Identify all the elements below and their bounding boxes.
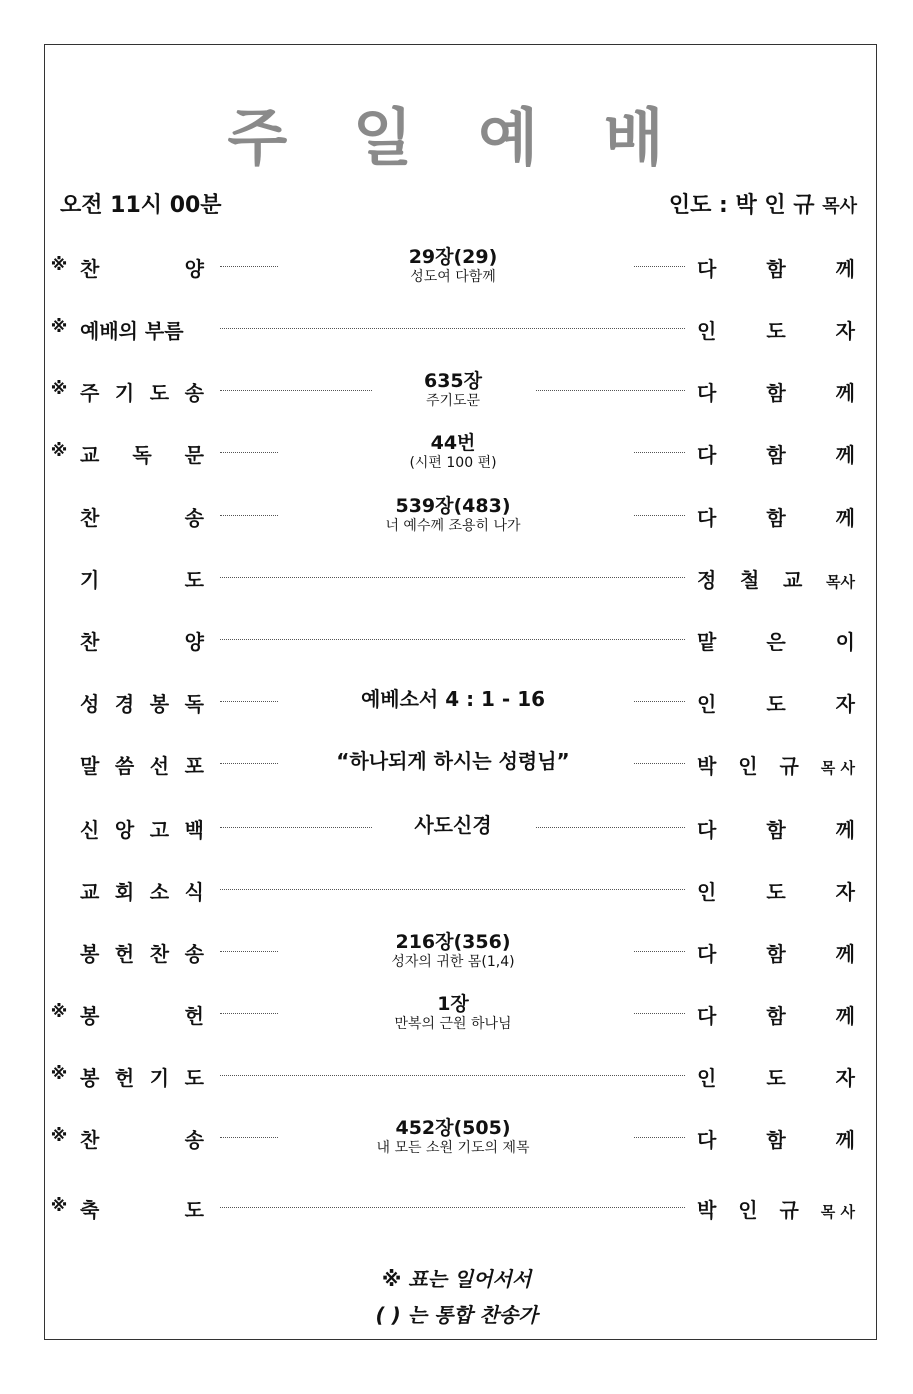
worship-item [0,988,913,1038]
item-label [80,1124,204,1153]
hymn-number: 216장(356) [395,931,511,953]
item-person-char: 도 [766,319,786,343]
hymn-title: 주기도문 [425,393,481,409]
item-label-char: 씀 [114,754,135,778]
leader-dots-left [220,515,278,516]
item-person-char: 철 [740,568,760,592]
worship-item [0,427,913,477]
item-label-char: 헌 [184,1004,204,1028]
item-label-char: 찬 [80,506,100,530]
item-label-char: 식 [184,880,204,904]
item-person-char: 인 [697,1066,717,1090]
item-content [283,246,623,286]
item-label [80,377,204,406]
worship-item [0,303,913,353]
hymn-title: 성자의 귀한 몸(1,4) [391,954,515,970]
item-person [697,439,855,468]
item-label-char: 기 [149,1066,170,1090]
worship-item [0,926,913,976]
leader-dots-right [634,951,685,952]
item-label-char: 봉 [149,692,170,716]
item-label-char: 찬 [80,630,100,654]
item-person-char: 박 [697,754,717,778]
standing-mark: ※ [50,255,68,275]
item-label [80,938,204,967]
item-person-char: 다 [697,506,717,530]
item-label [80,1194,204,1223]
hymn-number: 452장(505) [395,1117,511,1139]
leader-dots-right [634,515,685,516]
item-person [697,253,855,282]
item-person-char: 자 [835,1066,855,1090]
hymn-title: 성도여 다함께 [410,269,496,285]
item-person-char: 께 [835,942,855,966]
leader-title: 목사 [822,196,857,217]
item-person-char: 인 [738,754,758,778]
item-label-char: 포 [184,754,204,778]
item-person-char: 함 [766,1004,786,1028]
item-label-char: 헌 [114,942,135,966]
leader-dots-left [220,1137,278,1138]
footer-note-standing: ※ 표는 일어서서 [381,1267,532,1291]
standing-mark: ※ [50,1064,68,1084]
item-label-char: 기 [80,568,100,592]
item-label-char: 찬 [80,1128,100,1152]
item-person [697,876,855,905]
item-person [697,377,855,406]
leader-dots-left [220,452,278,453]
item-person-char: 함 [766,818,786,842]
item-label-char: 독 [184,692,204,716]
item-label-char: 송 [184,506,204,530]
item-label-char: 송 [184,381,204,405]
item-person-char: 께 [835,818,855,842]
hymn-title: 너 예수께 조용히 나가 [385,518,521,534]
hymn-number: 29장(29) [408,246,498,268]
item-label [80,1000,204,1029]
item-label [80,814,204,843]
item-person-char: 박 [697,1198,717,1222]
item-label-char: 도 [149,381,170,405]
leader-dots [220,1207,685,1208]
item-label-char: 고 [149,818,170,842]
leader-dots-right [634,763,685,764]
item-label-char: 독 [132,443,152,467]
item-person-char: 인 [697,319,717,343]
hymn-number: 1장 [437,993,469,1015]
item-label-char: 주 [80,381,100,405]
leader-dots-left [220,1013,278,1014]
service-time: 오전 11시 00분 [60,193,222,218]
leader-dots-right [634,452,685,453]
item-person-char: 다 [697,257,717,281]
worship-item [0,614,913,664]
item-label-char: 기 [114,381,135,405]
item-title: “하나되게 하시는 성령님” [336,749,570,773]
item-person [697,688,855,717]
worship-item [0,676,913,726]
hymn-title: 내 모든 소원 기도의 제목 [376,1140,530,1156]
item-label-char: 회 [114,880,135,904]
leader-dots-right [634,1013,685,1014]
service-leader [669,188,857,219]
item-label-char: 신 [80,818,100,842]
standing-mark: ※ [50,1126,68,1146]
item-label [80,502,204,531]
leader-dots-left [220,763,278,764]
item-person-char: 도 [766,692,786,716]
item-person-char: 규 [779,1198,799,1222]
item-content [283,993,623,1033]
item-person [697,626,855,655]
item-label-char: 찬 [80,257,100,281]
item-content [283,814,623,836]
item-person-char: 께 [835,1128,855,1152]
item-person [697,564,855,593]
item-label-char: 축 [80,1198,100,1222]
hymn-title: 만복의 근원 하나님 [394,1016,512,1032]
item-person-char: 함 [766,942,786,966]
item-person-char: 께 [835,443,855,467]
item-label-char: 헌 [114,1066,135,1090]
item-person-char: 규 [779,754,799,778]
standing-mark: ※ [50,1196,68,1216]
page-title: 주 일 예 배 [227,101,686,174]
item-person [697,1000,855,1029]
item-person-char: 은 [766,630,786,654]
item-label-char: 성 [80,692,100,716]
leader-dots [220,889,685,890]
worship-item [0,738,913,788]
worship-item [0,1050,913,1100]
item-label-char: 예배의 부름 [80,319,184,343]
item-person-char: 께 [835,506,855,530]
item-person-char: 함 [766,1128,786,1152]
item-label-char: 송 [184,1128,204,1152]
item-label [80,439,204,468]
leader-dots [220,1075,685,1076]
item-person-char: 께 [835,257,855,281]
item-label [80,750,204,779]
item-label [80,564,204,593]
item-label-char: 교 [80,443,100,467]
item-label [80,626,204,655]
worship-item [0,552,913,602]
worship-item [0,1112,913,1162]
item-label [80,253,204,282]
item-person-char: 함 [766,381,786,405]
item-label [80,315,204,344]
item-person-char: 인 [697,692,717,716]
item-person [697,1062,855,1091]
item-label-char: 봉 [80,942,100,966]
item-person-char: 자 [835,319,855,343]
leader-dots-right [634,701,685,702]
item-person [697,1194,855,1223]
item-person-title: 목 사 [820,1203,855,1221]
item-label-char: 도 [184,1066,204,1090]
item-person-char: 다 [697,381,717,405]
worship-item [0,241,913,291]
item-label-char: 앙 [114,818,135,842]
standing-mark: ※ [50,1002,68,1022]
item-person-title: 목 사 [820,759,855,777]
item-person-char: 께 [835,1004,855,1028]
item-person-char: 함 [766,257,786,281]
item-label-char: 봉 [80,1066,100,1090]
item-label-char: 찬 [149,942,170,966]
item-person-char: 이 [835,630,855,654]
item-person [697,1124,855,1153]
item-label-char: 문 [184,443,204,467]
item-person-char: 함 [766,506,786,530]
item-person-char: 인 [738,1198,758,1222]
item-person-char: 자 [835,880,855,904]
item-person-char: 다 [697,1004,717,1028]
item-person-title: 목사 [826,573,855,591]
item-label-char: 경 [114,692,135,716]
item-person [697,315,855,344]
item-label-char: 말 [80,754,100,778]
leader-dots [220,577,685,578]
footer-note-hymnal: ( ) 는 통합 찬송가 [375,1303,538,1327]
leader-name: 인도 : 박 인 규 [668,193,815,218]
item-person-char: 도 [766,880,786,904]
leader-dots [220,639,685,640]
item-person-char: 정 [697,568,717,592]
leader-dots-left [220,266,278,267]
item-content [283,1117,623,1157]
item-content [283,495,623,535]
item-person-char: 다 [697,1128,717,1152]
item-label-char: 도 [184,1198,204,1222]
item-label [80,876,204,905]
leader-dots-left [220,701,278,702]
item-content [283,931,623,971]
item-label-char: 선 [149,754,170,778]
hymn-title: (시편 100 편) [409,455,497,471]
leader-dots-left [220,951,278,952]
item-label-char: 양 [184,257,204,281]
leader-dots-right [634,1137,685,1138]
item-person-char: 자 [835,692,855,716]
hymn-number: 44번 [430,432,476,454]
worship-item [0,802,913,852]
leader-dots-right [634,266,685,267]
item-title: 사도신경 [414,813,492,837]
item-label-char: 양 [184,630,204,654]
item-content [283,370,623,410]
item-person-char: 다 [697,443,717,467]
item-person [697,814,855,843]
item-content [283,750,623,772]
hymn-number: 635장 [423,370,482,392]
item-label-char: 송 [184,942,204,966]
standing-mark: ※ [50,317,68,337]
item-person [697,938,855,967]
item-person-char: 함 [766,443,786,467]
item-label-char: 도 [184,568,204,592]
standing-mark: ※ [50,379,68,399]
worship-item [0,864,913,914]
item-content [283,432,623,472]
item-person-char: 다 [697,818,717,842]
item-person-char: 다 [697,942,717,966]
item-label [80,1062,204,1091]
item-person-char: 맡 [697,630,717,654]
item-label-char: 백 [184,818,204,842]
hymn-number: 539장(483) [395,495,511,517]
item-title: 예베소서 4 : 1 - 16 [360,687,546,711]
item-person-char: 인 [697,880,717,904]
item-person [697,750,855,779]
item-label-char: 교 [80,880,100,904]
item-label-char: 봉 [80,1004,100,1028]
worship-item [0,365,913,415]
item-label [80,688,204,717]
leader-dots [220,328,685,329]
worship-item [0,1182,913,1232]
item-person-char: 께 [835,381,855,405]
standing-mark: ※ [50,441,68,461]
worship-item [0,490,913,540]
item-label-char: 소 [149,880,170,904]
item-person [697,502,855,531]
item-content [283,688,623,710]
item-person-char: 도 [766,1066,786,1090]
item-person-char: 교 [783,568,803,592]
